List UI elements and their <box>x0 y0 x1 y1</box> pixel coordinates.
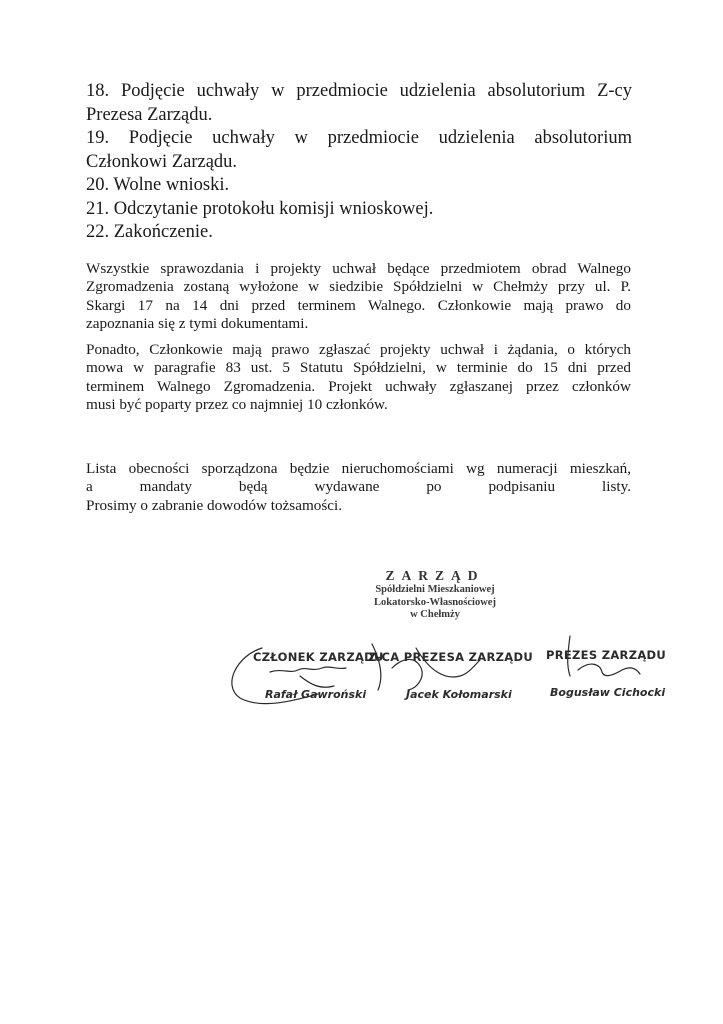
paragraph-line: Skargi 17 na 14 dni przed terminem Walnego. Członkowie mają prawo do <box>86 296 631 314</box>
board-stamp <box>300 568 570 622</box>
paragraph-line: Lista obecności sporządzona będzie nieruchomościami wg numeracji mieszkań, <box>86 460 631 477</box>
signatory-name: Rafał Gawroński <box>265 688 367 701</box>
agenda-item-19a: 19. Podjęcie uchwały w przedmiocie udzielenia absolutorium <box>86 128 632 148</box>
stamp-title: ZARZĄD <box>385 568 485 583</box>
signatory-name: Bogusław Cichocki <box>550 686 666 699</box>
paragraph-resolutions <box>86 341 631 414</box>
agenda-item-18a: 18. Podjęcie uchwały w przedmiocie udzielenia absolutorium Z-cy <box>86 81 632 101</box>
agenda-item-20: 20. Wolne wnioski. <box>86 175 230 195</box>
stamp-line: Lokatorsko-Własnościowej <box>374 596 496 608</box>
agenda-item-22: 22. Zakończenie. <box>86 222 213 242</box>
paragraph-line: mowa w paragrafie 83 ust. 5 Statutu Spółdzielni, w terminie do 15 dni przed <box>86 359 631 377</box>
paragraph-line: Prosimy o zabranie dowodów tożsamości. <box>86 496 343 514</box>
paragraph-attendance <box>86 460 631 515</box>
paragraph-line: a mandaty będą wydawane po podpisaniu listy. <box>86 478 631 496</box>
signatory-role: Z-CA PREZESA ZARZĄDU <box>368 650 533 664</box>
signature-scribble <box>270 667 346 672</box>
signature-scribble <box>578 664 640 676</box>
signature-stamp-board-member <box>253 650 384 701</box>
paragraph-line: musi być poparty przez co najmniej 10 członków. <box>86 395 388 413</box>
signature-scribble <box>300 676 334 687</box>
paragraph-line: Wszystkie sprawozdania i projekty uchwał będące przedmiotem obrad Walnego <box>86 260 631 277</box>
signature-scribble <box>392 659 422 690</box>
agenda-item-18b: Prezesa Zarządu. <box>86 104 213 125</box>
paragraph-line: Ponadto, Członkowie mają prawo zgłaszać projekty uchwał i żądania, o których <box>86 341 631 358</box>
agenda-item-21: 21. Odczytanie protokołu komisji wnioskowej. <box>86 198 434 219</box>
signatory-role: PREZES ZARZĄDU <box>546 648 667 662</box>
agenda-item-19b: Członkowi Zarządu. <box>86 151 238 172</box>
paragraph-documents <box>86 260 631 333</box>
signature-stamp-vice-president <box>368 650 533 701</box>
agenda-list <box>86 80 632 245</box>
signatory-name: Jacek Kołomarski <box>406 688 512 701</box>
stamp-line: Spółdzielni Mieszkaniowej <box>375 584 495 595</box>
signatory-role: CZŁONEK ZARZĄDU <box>253 650 384 664</box>
stamp-line: w Chełmży <box>410 609 460 620</box>
paragraph-line: zapoznania się z tymi dokumentami. <box>86 314 309 332</box>
paragraph-line: Zgromadzenia zostaną wyłożone w siedzibie Spółdzielni w Chełmży przy ul. P. <box>86 278 631 296</box>
signature-stamp-president <box>546 648 667 699</box>
paragraph-line: terminem Walnego Zgromadzenia. Projekt uchwały zgłaszanej przez członków <box>86 377 631 395</box>
